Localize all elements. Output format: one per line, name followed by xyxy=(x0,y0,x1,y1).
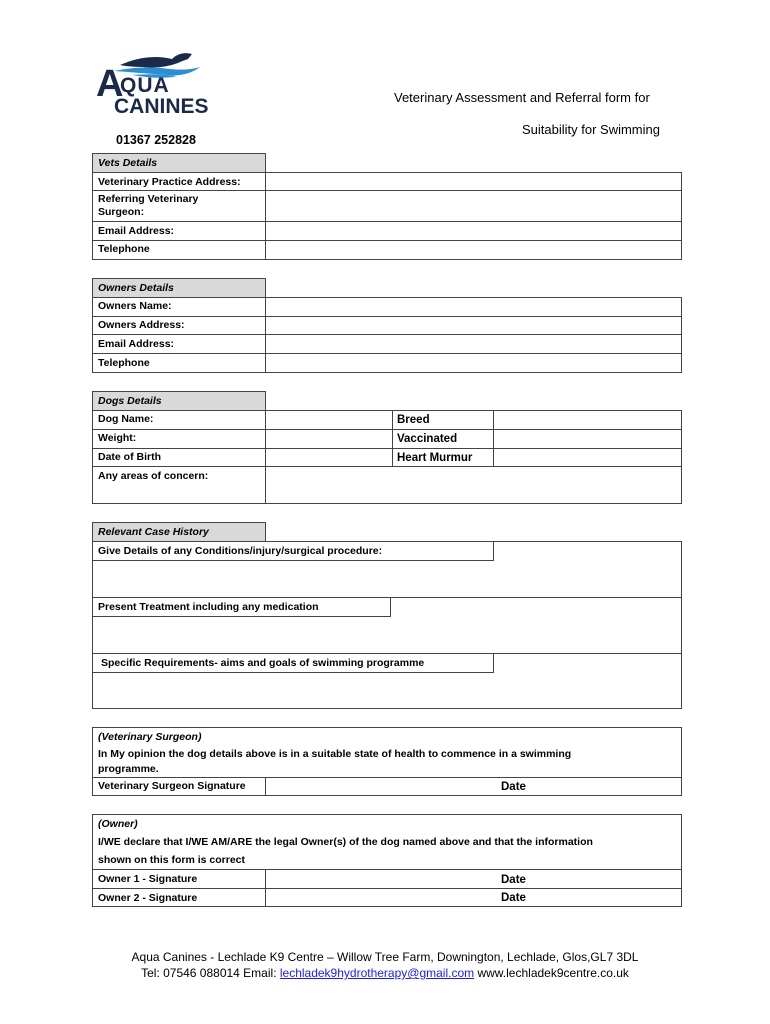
divider xyxy=(265,297,266,373)
treatment-label: Present Treatment including any medication xyxy=(98,601,319,613)
owner1-signature-field[interactable] xyxy=(267,870,497,887)
footer-contact xyxy=(0,966,770,980)
logo-initial-a: A xyxy=(96,63,124,105)
heart-murmur-label: Heart Murmur xyxy=(397,452,473,464)
form-title-line1: Veterinary Assessment and Referral form for xyxy=(394,90,650,105)
owner-name-label: Owners Name: xyxy=(98,300,172,312)
divider xyxy=(392,410,393,467)
vaccinated-label: Vaccinated xyxy=(397,433,458,445)
vet-telephone-label: Telephone xyxy=(98,243,150,255)
owner-name-field[interactable] xyxy=(267,298,681,315)
referring-surgeon-field[interactable] xyxy=(267,191,681,221)
owner-statement-line1: I/WE declare that I/WE AM/ARE the legal Owner(s) of the dog named above and that the information xyxy=(98,836,593,848)
vet-surgeon-statement: In My opinion the dog details above is in a suitable state of health to commence in a swimming programme. xyxy=(98,748,572,775)
divider xyxy=(265,410,266,504)
treatment-field[interactable] xyxy=(93,617,681,653)
vet-signature-field[interactable] xyxy=(267,778,497,795)
concern-field[interactable] xyxy=(267,467,681,503)
owner2-date-label: Date xyxy=(501,892,526,904)
vet-surgeon-title: (Veterinary Surgeon) xyxy=(98,731,202,743)
weight-field[interactable] xyxy=(267,430,391,447)
divider xyxy=(265,172,266,260)
footer-website[interactable]: www.lechladek9centre.co.uk xyxy=(474,966,629,980)
requirements-field[interactable] xyxy=(93,673,681,708)
conditions-field[interactable] xyxy=(93,561,681,597)
owner1-date-label: Date xyxy=(501,874,526,886)
case-history-title: Relevant Case History xyxy=(98,526,209,538)
logo-line2: CANINES xyxy=(114,95,209,118)
phone-number: 01367 252828 xyxy=(116,133,196,147)
concern-label: Any areas of concern: xyxy=(98,470,209,482)
owner1-signature-label: Owner 1 - Signature xyxy=(98,873,198,885)
dogs-details-title: Dogs Details xyxy=(98,395,162,407)
owner-address-label: Owners Address: xyxy=(98,319,185,331)
vaccinated-field[interactable] xyxy=(495,430,681,447)
dob-field[interactable] xyxy=(267,449,391,466)
owner-address-field[interactable] xyxy=(267,317,681,334)
dog-name-field[interactable] xyxy=(267,411,391,428)
divider xyxy=(265,869,266,907)
owner-email-field[interactable] xyxy=(267,335,681,353)
owner-telephone-label: Telephone xyxy=(98,357,150,369)
owner2-signature-field[interactable] xyxy=(267,889,497,906)
owners-details-title: Owners Details xyxy=(98,282,174,294)
form-title-line2: Suitability for Swimming xyxy=(522,122,660,137)
dob-label: Date of Birth xyxy=(98,451,161,463)
logo xyxy=(92,45,232,125)
footer-tel: Tel: 07546 088014 Email: xyxy=(141,966,280,980)
divider xyxy=(493,410,494,467)
vet-email-field[interactable] xyxy=(267,222,681,240)
owner-telephone-field[interactable] xyxy=(267,354,681,372)
dog-name-label: Dog Name: xyxy=(98,413,154,425)
practice-address-field[interactable] xyxy=(267,173,681,190)
breed-label: Breed xyxy=(397,414,430,426)
owner-title: (Owner) xyxy=(98,818,138,830)
vets-details-title: Vets Details xyxy=(98,157,158,169)
heart-murmur-field[interactable] xyxy=(495,449,681,466)
breed-field[interactable] xyxy=(495,411,681,428)
vet-date-label: Date xyxy=(501,781,526,793)
vet-email-label: Email Address: xyxy=(98,225,175,237)
owner-email-label: Email Address: xyxy=(98,338,175,350)
owner2-signature-label: Owner 2 - Signature xyxy=(98,892,198,904)
conditions-label: Give Details of any Conditions/injury/surgical procedure: xyxy=(98,545,383,557)
vet-signature-label: Veterinary Surgeon Signature xyxy=(98,780,246,792)
logo-line1: QUA xyxy=(120,74,170,97)
referring-surgeon-label: Referring Veterinary Surgeon: xyxy=(98,193,199,218)
vet-telephone-field[interactable] xyxy=(267,241,681,259)
divider xyxy=(265,777,266,796)
owner-statement-line2: shown on this form is correct xyxy=(98,854,246,866)
practice-address-label: Veterinary Practice Address: xyxy=(98,176,241,188)
requirements-label: Specific Requirements- aims and goals of swimming programme xyxy=(101,657,425,669)
weight-label: Weight: xyxy=(98,432,137,444)
footer-email-link[interactable]: lechladek9hydrotherapy@gmail.com xyxy=(279,966,475,980)
footer-address: Aqua Canines - Lechlade K9 Centre – Willow Tree Farm, Downington, Lechlade, Glos,GL7 3DL xyxy=(131,950,639,964)
